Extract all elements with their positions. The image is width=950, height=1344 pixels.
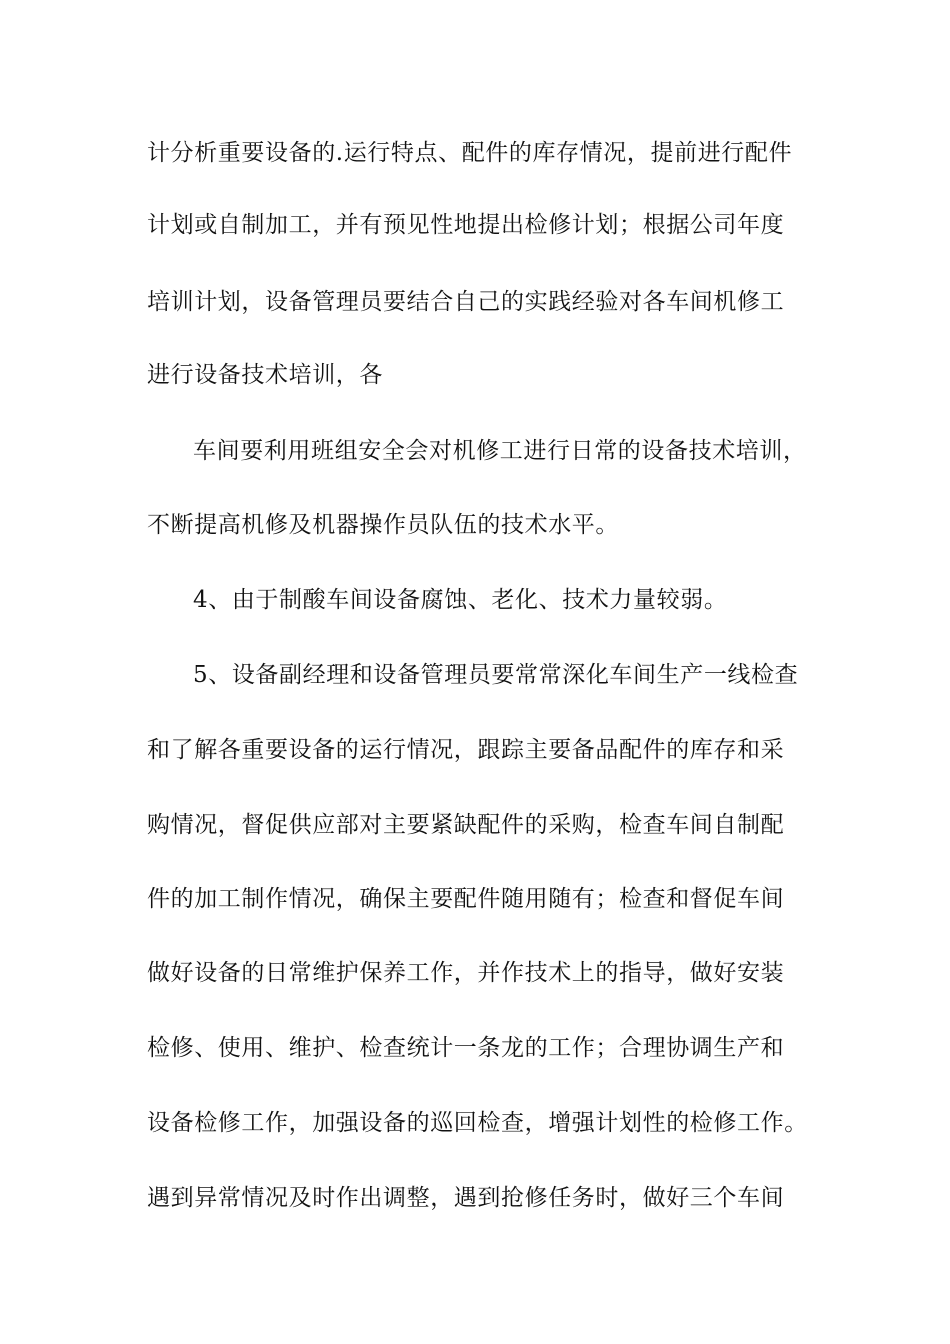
list-item-5: 5、设备副经理和设备管理员要常常深化车间生产一线检查 xyxy=(193,662,799,688)
text-line: 计分析重要设备的.运行特点、配件的库存情况，提前进行配件 xyxy=(147,140,793,166)
text-line: 不断提高机修及机器操作员队伍的技术水平。 xyxy=(147,512,619,538)
text-line: 计划或自制加工，并有预见性地提出检修计划；根据公司年度 xyxy=(147,212,785,238)
text-line: 做好设备的日常维护保养工作，并作技术上的指导，做好安装 xyxy=(147,960,785,986)
text-line: 购情况，督促供应部对主要紧缺配件的采购，检查车间自制配 xyxy=(147,812,785,838)
text-line: 进行设备技术培训，各 xyxy=(147,362,383,388)
paragraph-first-line: 车间要利用班组安全会对机修工进行日常的设备技术培训， xyxy=(193,438,807,464)
text-line: 件的加工制作情况，确保主要配件随用随有；检查和督促车间 xyxy=(147,886,785,912)
list-item-4: 4、由于制酸车间设备腐蚀、老化、技术力量较弱。 xyxy=(193,587,728,613)
text-line: 检修、使用、维护、检查统计一条龙的工作；合理协调生产和 xyxy=(147,1035,785,1061)
text-line: 和了解各重要设备的运行情况，跟踪主要备品配件的库存和采 xyxy=(147,737,785,763)
text-line: 培训计划，设备管理员要结合自己的实践经验对各车间机修工 xyxy=(147,289,785,315)
text-line: 遇到异常情况及时作出调整，遇到抢修任务时，做好三个车间 xyxy=(147,1185,785,1211)
text-line: 设备检修工作，加强设备的巡回检查，增强计划性的检修工作。 xyxy=(147,1110,808,1136)
